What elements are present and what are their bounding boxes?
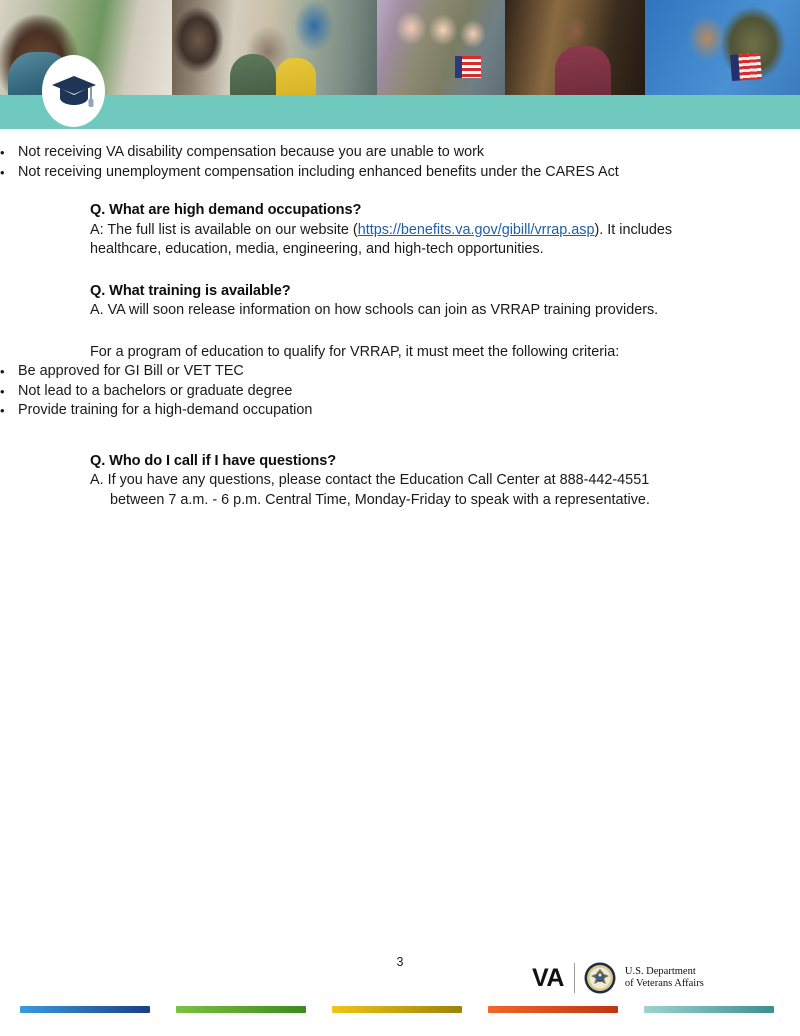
list-item: • Provide training for a high-demand occupation (0, 401, 800, 421)
question-text: Q. What training is available? (90, 282, 291, 299)
criteria-intro-text: For a program of education to qualify for VRRAP, it must meet the following criteria: (90, 343, 620, 360)
list-item: • Not receiving unemployment compensation including enhanced benefits under the CARES Act (0, 163, 800, 183)
header-photo-strip (0, 0, 800, 96)
vrrap-website-link[interactable]: https://benefits.va.gov/gibill/vrrap.asp (357, 221, 595, 238)
footer-accent-bars (0, 1006, 800, 1016)
answer-prefix: A: The full list is available on our website ( (90, 221, 358, 238)
va-department-text (625, 966, 704, 991)
question-text: Q. What are high demand occupations? (90, 202, 362, 218)
answer-suffix: ). It includes healthcare, education, media, engineering, and high-tech opportunities. (90, 221, 673, 257)
criteria-bullet-list (0, 362, 800, 421)
yellow-accent-bar (332, 1006, 462, 1013)
eligibility-bullet-list (0, 143, 800, 182)
answer-text: A. If you have any questions, please contact the Education Call Center at 888-442-4551 between 7 a.m. - 6 p.m. Central Time, Monday-Friday to speak with a representative. (90, 472, 650, 508)
teal-header-band (0, 95, 800, 129)
document-body (0, 129, 800, 510)
va-seal-icon (584, 962, 616, 994)
va-wordmark: VA (532, 963, 564, 992)
list-item: • Be approved for GI Bill or VET TEC (0, 362, 800, 382)
logo-divider (574, 963, 575, 993)
qa-high-demand-occupations (90, 201, 702, 260)
graduation-cap-icon (51, 71, 97, 111)
page-number: 3 (396, 955, 404, 969)
graduation-cap-badge (42, 55, 105, 127)
man-reading-book-photo (505, 0, 645, 96)
servicemember-with-children-photo (377, 0, 505, 96)
va-logo (532, 960, 704, 996)
department-line-2: of Veterans Affairs (624, 978, 704, 989)
answer-text (90, 221, 702, 260)
qa-training-available (90, 282, 702, 321)
military-family-embrace-photo (645, 0, 800, 96)
students-in-library-photo (172, 0, 377, 96)
list-item: • Not lead to a bachelors or graduate degree (0, 382, 800, 402)
qa-who-to-call (90, 452, 702, 511)
department-line-1: U.S. Department (624, 965, 696, 977)
green-accent-bar (176, 1006, 306, 1013)
teal-accent-bar (644, 1006, 774, 1013)
orange-accent-bar (488, 1006, 618, 1013)
question-text: Q. Who do I call if I have questions? (90, 452, 337, 469)
list-item: • Not receiving VA disability compensation because you are unable to work (0, 143, 800, 163)
answer-text: A. VA will soon release information on how schools can join as VRRAP training providers. (90, 302, 659, 318)
blue-accent-bar (20, 1006, 150, 1013)
